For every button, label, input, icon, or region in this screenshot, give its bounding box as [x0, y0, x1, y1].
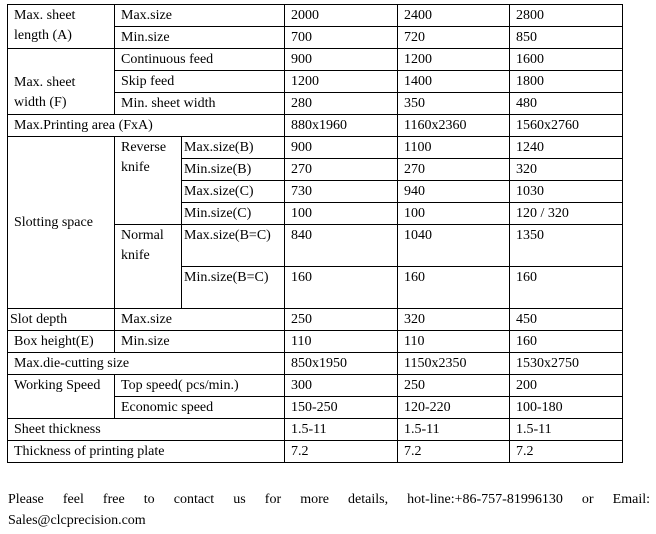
value-cell: 120 / 320 [510, 203, 623, 225]
table-row [8, 419, 623, 441]
value-cell: 250 [285, 309, 398, 331]
value-cell: 880x1960 [285, 115, 398, 137]
value-cell: 120-220 [398, 397, 510, 419]
sub-label: Max.size(B) [182, 137, 285, 159]
value-cell: 1600 [510, 49, 623, 71]
value-cell: 1100 [398, 137, 510, 159]
sub-label: Min.size(B=C) [182, 267, 285, 309]
value-cell: 700 [285, 27, 398, 49]
table-row [8, 137, 623, 159]
group-label: Normal knife [115, 225, 182, 309]
value-cell: 1.5-11 [285, 419, 398, 441]
sub-label: Min.size [115, 331, 285, 353]
spec-table [7, 4, 623, 463]
value-cell: 250 [398, 375, 510, 397]
row-label: Max. sheet width (F) [8, 49, 115, 115]
value-cell: 1560x2760 [510, 115, 623, 137]
group-label: Reverse knife [115, 137, 182, 225]
row-label: Slotting space [8, 137, 115, 309]
sub-label: Skip feed [115, 71, 285, 93]
table-row [8, 441, 623, 463]
value-cell: 350 [398, 93, 510, 115]
value-cell: 280 [285, 93, 398, 115]
value-cell: 850x1950 [285, 353, 398, 375]
value-cell: 270 [285, 159, 398, 181]
value-cell: 1030 [510, 181, 623, 203]
value-cell: 1160x2360 [398, 115, 510, 137]
sub-label: Min. sheet width [115, 93, 285, 115]
contact-paragraph [8, 489, 650, 531]
value-cell: 160 [285, 267, 398, 309]
value-cell: 2400 [398, 5, 510, 27]
value-cell: 100-180 [510, 397, 623, 419]
value-cell: 1040 [398, 225, 510, 267]
value-cell: 1240 [510, 137, 623, 159]
row-label: Max. sheet length (A) [8, 5, 115, 49]
row-label: Thickness of printing plate [8, 441, 285, 463]
row-label: Max.Printing area (FxA) [8, 115, 285, 137]
value-cell: 730 [285, 181, 398, 203]
value-cell: 2800 [510, 5, 623, 27]
sub-label: Top speed( pcs/min.) [115, 375, 285, 397]
sub-label: Continuous feed [115, 49, 285, 71]
sub-label: Max.size [115, 309, 285, 331]
value-cell: 900 [285, 49, 398, 71]
value-cell: 320 [510, 159, 623, 181]
sub-label: Max.size(B=C) [182, 225, 285, 267]
value-cell: 110 [285, 331, 398, 353]
value-cell: 1.5-11 [510, 419, 623, 441]
value-cell: 850 [510, 27, 623, 49]
sub-label: Min.size(B) [182, 159, 285, 181]
value-cell: 1400 [398, 71, 510, 93]
table-row [8, 353, 623, 375]
contact-line: Please feel free to contact us for more details, hot-line:+86-757-81996130 or Email: [8, 492, 650, 507]
value-cell: 900 [285, 137, 398, 159]
value-cell: 7.2 [398, 441, 510, 463]
value-cell: 1150x2350 [398, 353, 510, 375]
sub-label: Max.size(C) [182, 181, 285, 203]
value-cell: 300 [285, 375, 398, 397]
sub-label: Min.size(C) [182, 203, 285, 225]
table-row [8, 331, 623, 353]
value-cell: 160 [398, 267, 510, 309]
table-row [8, 49, 623, 71]
value-cell: 2000 [285, 5, 398, 27]
value-cell: 100 [285, 203, 398, 225]
value-cell: 480 [510, 93, 623, 115]
value-cell: 110 [398, 331, 510, 353]
table-row [8, 309, 623, 331]
contact-email[interactable]: Sales@clcprecision.com [8, 513, 146, 528]
row-label: Max.die-cutting size [8, 353, 285, 375]
value-cell: 720 [398, 27, 510, 49]
value-cell: 270 [398, 159, 510, 181]
table-row [8, 375, 623, 397]
value-cell: 940 [398, 181, 510, 203]
value-cell: 160 [510, 331, 623, 353]
row-label: Slot depth [8, 309, 115, 331]
value-cell: 7.2 [510, 441, 623, 463]
value-cell: 450 [510, 309, 623, 331]
value-cell: 7.2 [285, 441, 398, 463]
row-label: Box height(E) [8, 331, 115, 353]
value-cell: 1200 [398, 49, 510, 71]
sub-label: Economic speed [115, 397, 285, 419]
value-cell: 150-250 [285, 397, 398, 419]
value-cell: 1200 [285, 71, 398, 93]
value-cell: 1530x2750 [510, 353, 623, 375]
value-cell: 1.5-11 [398, 419, 510, 441]
row-label: Sheet thickness [8, 419, 285, 441]
table-row [8, 115, 623, 137]
sub-label: Min.size [115, 27, 285, 49]
value-cell: 1800 [510, 71, 623, 93]
value-cell: 320 [398, 309, 510, 331]
table-row [8, 5, 623, 27]
row-label: Working Speed [8, 375, 115, 419]
value-cell: 1350 [510, 225, 623, 267]
value-cell: 200 [510, 375, 623, 397]
value-cell: 160 [510, 267, 623, 309]
value-cell: 840 [285, 225, 398, 267]
value-cell: 100 [398, 203, 510, 225]
sub-label: Max.size [115, 5, 285, 27]
